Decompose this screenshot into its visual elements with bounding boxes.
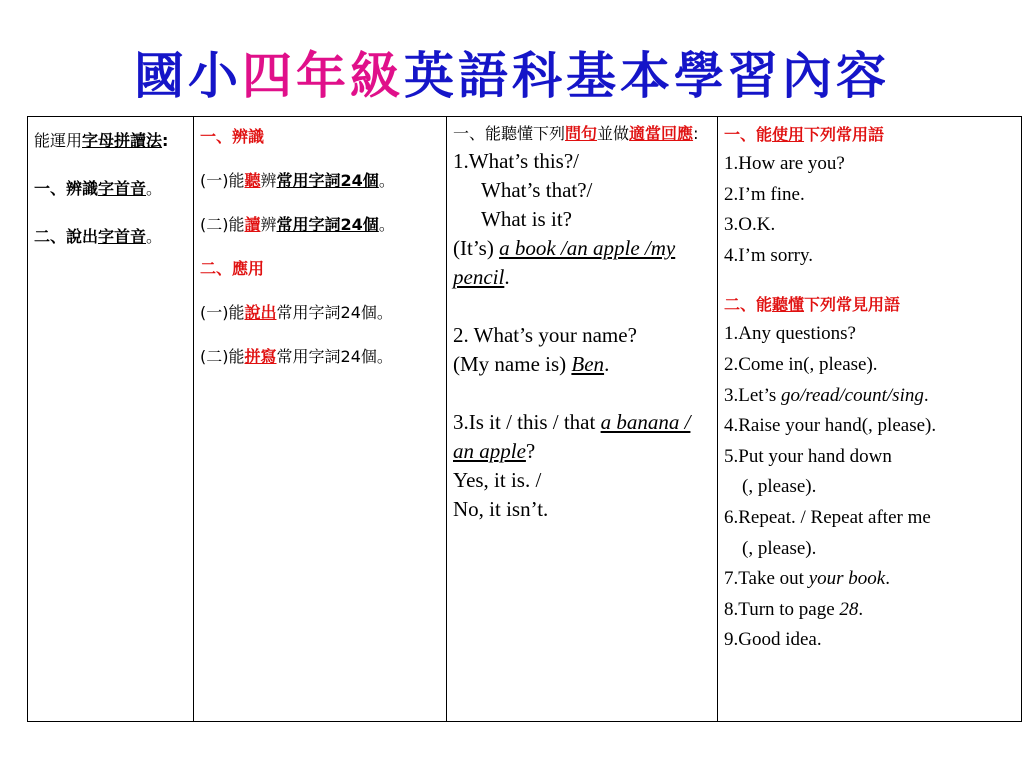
question-1-line-1: 1.What’s this?/ xyxy=(453,149,579,173)
question-1-line-2: What’s that?/ xyxy=(481,178,593,202)
phrase-understand-4: 4.Raise your hand(, please). xyxy=(724,415,937,437)
phrases-heading-understand: 二、能聽懂下列常見用語 xyxy=(724,295,901,315)
phonics-cell xyxy=(28,117,194,722)
page-title xyxy=(0,44,1024,108)
phrases-heading-use: 一、能使用下列常用語 xyxy=(724,125,885,144)
phonics-intro: 能運用字母拼讀法: xyxy=(34,131,169,150)
title-part-school: 國小 xyxy=(134,46,242,105)
vocab-item-listen: (一)能聽辨常用字詞24個。 xyxy=(200,171,395,190)
phrase-use-1: 1.How are you? xyxy=(724,153,845,174)
phrase-understand-3: 3.Let’s go/read/count/sing. xyxy=(724,384,929,406)
title-part-subject: 英語科基本學習內容 xyxy=(404,46,890,105)
phrase-use-3: 3.O.K. xyxy=(724,214,776,236)
title-part-grade: 四年級 xyxy=(242,46,404,105)
phrase-understand-9: 9.Good idea. xyxy=(724,629,822,651)
phrase-understand-2: 2.Come in(, please). xyxy=(724,353,878,375)
vocab-item-spell: (二)能拼寫常用字詞24個。 xyxy=(200,347,393,366)
questions-cell xyxy=(447,117,718,722)
phrase-use-2: 2.I’m fine. xyxy=(724,183,805,205)
classroom-phrases-cell xyxy=(718,117,1022,722)
phrase-understand-7: 7.Take out your book. xyxy=(724,568,890,590)
phrase-understand-6-line-1: 6.Repeat. / Repeat after me xyxy=(724,506,931,528)
vocab-item-read: (二)能讀辨常用字詞24個。 xyxy=(200,215,395,234)
phrase-understand-5-line-1: 5.Put your hand down xyxy=(724,445,892,467)
vocabulary-cell xyxy=(194,117,447,722)
phonics-term: 字母拼讀法 xyxy=(82,131,163,150)
phrase-understand-1: 1.Any questions? xyxy=(724,323,856,345)
phrase-understand-8: 8.Turn to page 28. xyxy=(724,598,864,620)
phrase-understand-5-line-2: (, please). xyxy=(742,476,817,498)
questions-heading: 一、能聽懂下列問句並做適當回應: xyxy=(453,124,699,143)
vocab-item-speak: (一)能說出常用字詞24個。 xyxy=(200,303,393,322)
content-table xyxy=(27,116,1022,722)
question-2: 2. What’s your name? xyxy=(453,323,637,347)
answer-3-no: No, it isn’t. xyxy=(453,497,549,521)
answer-3-yes: Yes, it is. / xyxy=(453,468,542,492)
answer-2: (My name is) Ben. xyxy=(453,352,610,376)
question-1-line-3: What is it? xyxy=(481,207,572,231)
phonics-item-2: 二、說出字首音。 xyxy=(34,227,163,246)
answer-1: (It’s) a book /an apple /my pencil. xyxy=(453,236,676,289)
vocab-heading-recognize: 一、辨識 xyxy=(200,127,265,146)
phrase-understand-6-line-2: (, please). xyxy=(742,537,817,559)
question-3: 3.Is it / this / that a banana / an apple? xyxy=(453,410,691,463)
phonics-item-1: 一、辨識字首音。 xyxy=(34,179,163,198)
vocab-heading-apply: 二、應用 xyxy=(200,259,265,278)
phrase-use-4: 4.I’m sorry. xyxy=(724,244,813,266)
